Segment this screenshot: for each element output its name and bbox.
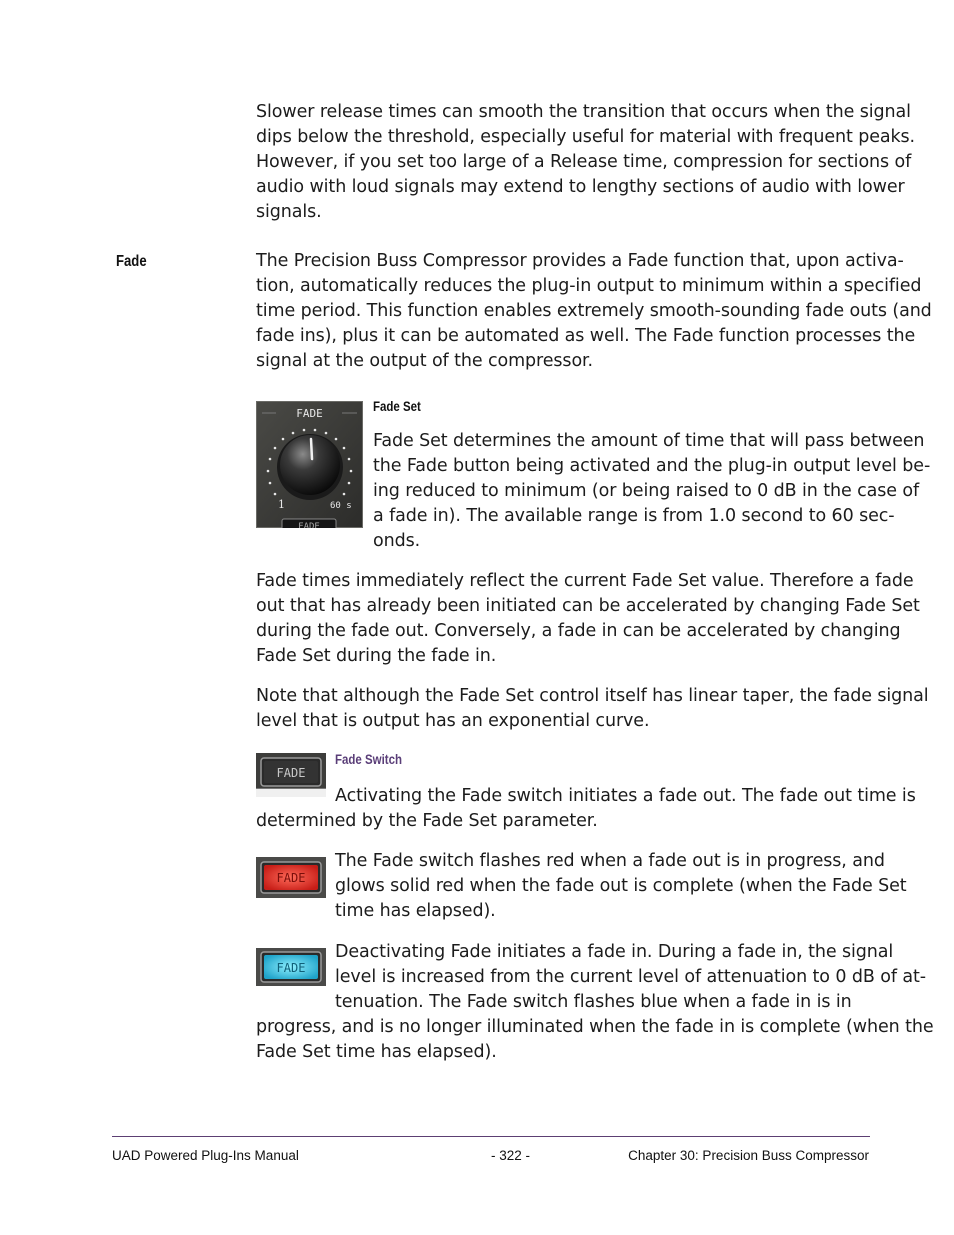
text-line: a fade in). The available range is from 1.0 second to 60 sec- [373, 506, 895, 526]
text-line: Fade Set determines the amount of time that will pass between [373, 431, 925, 451]
text-line: fade ins), plus it can be automated as well. The Fade function processes the [256, 326, 916, 346]
text-line: Fade times immediately reflect the current Fade Set value. Therefore a fade [256, 571, 914, 591]
fade-times-paragraph [256, 569, 920, 669]
text-line: level that is output has an exponential curve. [256, 711, 650, 731]
text-line: Fade Set time has elapsed). [256, 1042, 497, 1062]
text-line: out that has already been initiated can be accelerated by changing Fade Set [256, 596, 920, 616]
text-line: onds. [373, 531, 421, 551]
fade-button-red-image [256, 857, 326, 898]
taper-note-paragraph [256, 684, 929, 734]
text-line: dips below the threshold, especially useful for material with frequent peaks. [256, 127, 916, 147]
text-line: the Fade button being activated and the plug-in output level be- [373, 456, 931, 476]
footer-chapter-title: Chapter 30: Precision Buss Compressor [628, 1148, 869, 1163]
text-line: Note that although the Fade Set control itself has linear taper, the fade signal [256, 686, 929, 706]
text-line: level is increased from the current level of attenuation to 0 dB of at- [335, 967, 926, 987]
text-line: progress, and is no longer illuminated when the fade in is complete (when the [256, 1017, 934, 1037]
knob-fade-button-label: FADE [298, 522, 320, 528]
text-line: The Precision Buss Compressor provides a Fade function that, upon activa- [256, 251, 904, 271]
fade-button-off-image [256, 753, 326, 797]
fade-button-off-label: FADE [276, 766, 306, 780]
text-line: tion, automatically reduces the plug-in output to minimum within a specified [256, 276, 922, 296]
text-line: time has elapsed). [335, 901, 496, 921]
text-line: Fade Set during the fade in. [256, 646, 497, 666]
text-line: signal at the output of the compressor. [256, 351, 594, 371]
text-line: determined by the Fade Set parameter. [256, 811, 598, 831]
fade-button-red-label: FADE [276, 871, 306, 885]
intro-paragraph [256, 100, 916, 225]
text-line: time period. This function enables extremely smooth-sounding fade outs (and [256, 301, 932, 321]
fade-switch-paragraph-2 [335, 849, 907, 924]
fade-switch-paragraph-3b [256, 1015, 934, 1065]
footer-page-number: - 322 - [491, 1148, 531, 1163]
text-line: audio with loud signals may extend to lengthy sections of audio with lower [256, 177, 905, 197]
text-line: tenuation. The Fade switch flashes blue when a fade in is in [335, 992, 852, 1012]
knob-label: FADE [296, 407, 323, 420]
subheading-fade-switch: Fade Switch [335, 751, 402, 767]
text-line: Activating the Fade switch initiates a fade out. The fade out time is [335, 786, 916, 806]
subheading-fade-set: Fade Set [373, 398, 421, 414]
fade-set-paragraph [373, 429, 931, 554]
fade-paragraph [256, 249, 932, 374]
fade-switch-paragraph-1b [256, 809, 876, 834]
text-line: Deactivating Fade initiates a fade in. During a fade in, the signal [335, 942, 894, 962]
text-line: Slower release times can smooth the transition that occurs when the signal [256, 102, 911, 122]
fade-button-blue-label: FADE [276, 961, 306, 975]
text-line: glows solid red when the fade out is complete (when the Fade Set [335, 876, 907, 896]
fade-switch-paragraph-3a [335, 940, 926, 1015]
text-line: signals. [256, 202, 322, 222]
text-line: during the fade out. Conversely, a fade in can be accelerated by changing [256, 621, 901, 641]
fade-switch-paragraph-1a [335, 784, 916, 809]
text-line: However, if you set too large of a Release time, compression for sections of [256, 152, 912, 172]
text-line: ing reduced to minimum (or being raised to 0 dB in the case of [373, 481, 920, 501]
footer-rule [112, 1136, 870, 1137]
footer-manual-title: UAD Powered Plug-Ins Manual [112, 1148, 299, 1163]
section-heading-fade: Fade [116, 253, 147, 270]
fade-knob-image [256, 401, 363, 528]
knob-max-label: 60 s [330, 501, 352, 511]
knob-min-label: 1 [278, 498, 285, 511]
fade-button-blue-image [256, 948, 326, 986]
text-line: The Fade switch flashes red when a fade out is in progress, and [335, 851, 885, 871]
